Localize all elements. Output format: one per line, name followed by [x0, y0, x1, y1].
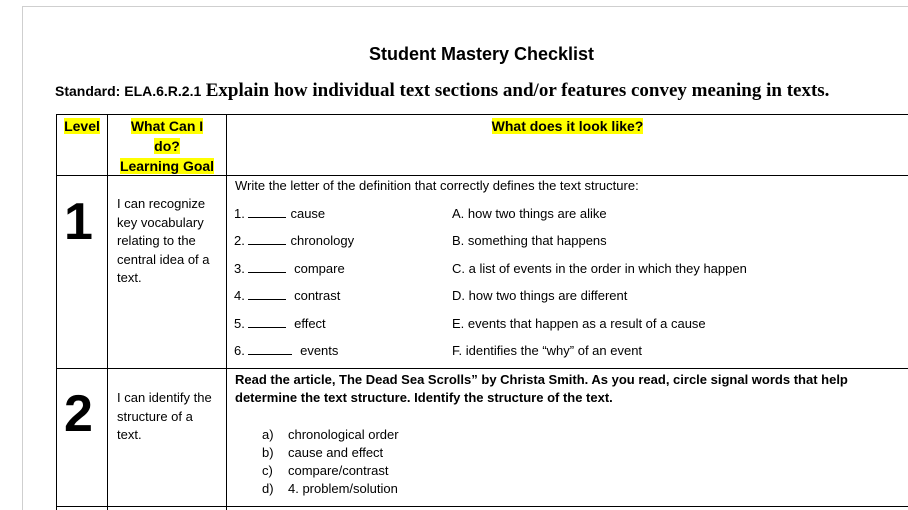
structure-option[interactable]: b) cause and effect	[262, 445, 384, 460]
vocab-item: 5. effect	[234, 316, 326, 331]
definition-item: E. events that happen as a result of a cause	[452, 316, 706, 331]
definition-item: D. how two things are different	[452, 288, 628, 303]
standard-text: Explain how individual text sections and/or features convey meaning in texts.	[205, 80, 830, 101]
table-border	[56, 368, 908, 369]
header-level: Level	[64, 118, 100, 134]
structure-option[interactable]: a) chronological order	[262, 427, 399, 442]
definition-item: B. something that happens	[452, 233, 607, 248]
answer-blank[interactable]	[248, 234, 286, 245]
learning-goal-text: I can recognize key vocabulary relating to the central idea of a text.	[117, 196, 210, 285]
answer-blank[interactable]	[248, 262, 286, 273]
answer-blank[interactable]	[248, 344, 292, 355]
page-title: Student Mastery Checklist	[368, 44, 595, 64]
row2-instruction: Read the article, The Dead Sea Scrolls” by Christa Smith. As you read, circle signal words that help determine the text structure. Identify the structure of the text.	[235, 372, 848, 405]
answer-blank[interactable]	[248, 289, 286, 300]
definition-item: A. how two things are alike	[452, 206, 607, 221]
definition-item: C. a list of events in the order in which they happen	[452, 261, 747, 276]
table-border	[56, 114, 57, 510]
standard-label: Standard: ELA.6.R.2.1	[55, 83, 202, 99]
answer-blank[interactable]	[248, 317, 286, 328]
structure-option[interactable]: d) 4. problem/solution	[262, 481, 398, 496]
definition-item: F. identifies the “why” of an event	[452, 343, 643, 358]
level-number: 1	[64, 193, 93, 251]
vocab-item: 4. contrast	[234, 288, 341, 303]
row1-instruction: Write the letter of the definition that correctly defines the text structure:	[235, 178, 639, 193]
header-what-it-looks-like: What does it look like?	[491, 118, 644, 134]
vocab-item: 3. compare	[234, 261, 345, 276]
table-border	[56, 506, 908, 507]
vocab-item: 6. events	[234, 343, 339, 358]
vocab-item: 2. chronology	[234, 233, 355, 248]
table-border	[56, 114, 908, 115]
standard-line	[55, 80, 829, 102]
level-number: 2	[64, 385, 93, 443]
answer-blank[interactable]	[248, 207, 286, 218]
page-edge	[22, 6, 23, 510]
table-border	[226, 114, 227, 510]
header-learning-goal: What Can I do? Learning Goal	[119, 118, 215, 174]
vocab-item: 1. cause	[234, 206, 326, 221]
page-edge	[22, 6, 908, 7]
structure-option[interactable]: c) compare/contrast	[262, 463, 389, 478]
learning-goal-text: I can identify the structure of a text.	[117, 390, 212, 442]
